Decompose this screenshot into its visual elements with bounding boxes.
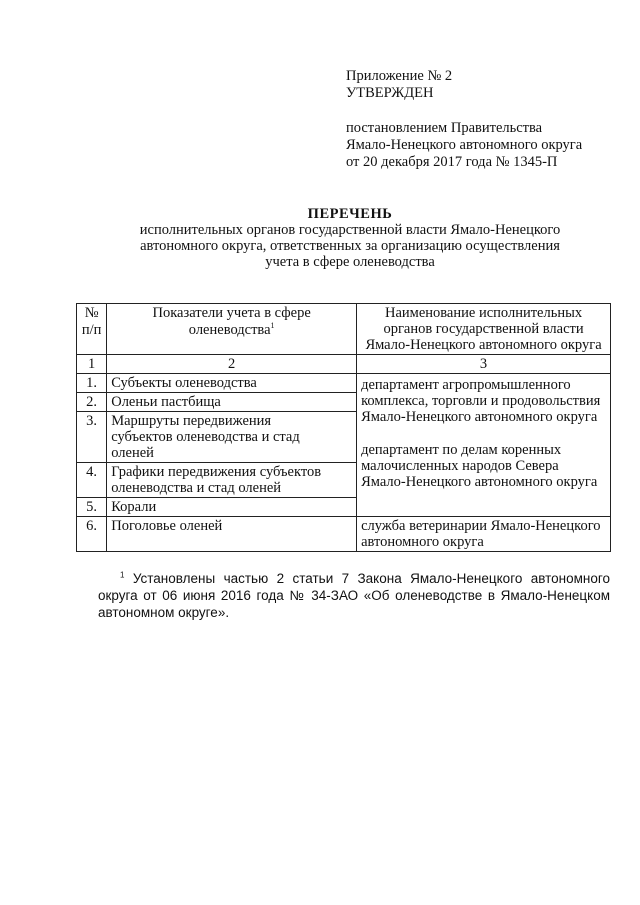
row-indicator: Графики передвижения субъектов оленеводства и стад оленей [107,463,357,498]
org-vet: служба ветеринарии Ямало-Ненецкого автономного округа [357,517,611,552]
title-main: ПЕРЕЧЕНЬ [307,206,393,222]
row-num: 4. [77,463,107,498]
title-line: учета в сфере оленеводства [265,254,435,270]
responsibility-table [76,303,611,552]
row-indicator: Корали [107,498,357,517]
header-indicator: Показатели учета в сфере оленеводства$^1$ [107,304,357,355]
row-num: 6. [77,517,107,552]
header-org: Наименование исполнительных органов государственной власти Ямало-Ненецкого автономного округа [357,304,611,355]
title-line: автономного округа, ответственных за организацию осуществления [140,238,560,254]
decree-line: постановлением Правительства [346,120,543,136]
col-number: 1 [77,355,107,374]
footnote-mark: 1 [120,570,125,580]
table-row [77,517,611,552]
footnote-ref: 1 [270,321,275,331]
column-number-row [77,355,611,374]
org-agro: департамент агропромышленного комплекса, торговли и продовольствия Ямало-Ненецкого автономного округа [361,377,601,425]
row-indicator: Оленьи пастбища [107,393,357,412]
table-row [77,374,611,393]
title-line: исполнительных органов государственной власти Ямало-Ненецкого [139,222,561,238]
row-num: 1. [77,374,107,393]
appendix-label: Приложение № 2 [346,68,453,84]
org-natives: департамент по делам коренных малочисленных народов Севера Ямало-Ненецкого автономного округа [361,442,598,490]
row-num: 5. [77,498,107,517]
row-num: 3. [77,412,107,463]
col-number: 3 [357,355,611,374]
header-num: № п/п [77,304,107,355]
decree-line: Ямало-Ненецкого автономного округа [346,137,583,153]
footnote-text: Установлены частью 2 статьи 7 Закона Ямало-Ненецкого автономного округа от 06 июня 2016 года № 34-ЗАО «Об оленеводстве в Ямало-Ненецком автономном округе». [98,571,610,620]
row-indicator: Субъекты оленеводства [107,374,357,393]
row-indicator: Поголовье оленей [107,517,357,552]
document-title [100,206,600,270]
footnote [98,570,610,621]
org-cell-shared [357,374,611,517]
row-num: 2. [77,393,107,412]
row-indicator: Маршруты передвижения субъектов оленеводства и стад оленей [107,412,357,463]
table-header-row [77,304,611,355]
col-number: 2 [107,355,357,374]
approval-header [346,68,582,171]
decree-line: от 20 декабря 2017 года № 1345-П [346,154,558,170]
approved-label: УТВЕРЖДЕН [346,85,434,101]
